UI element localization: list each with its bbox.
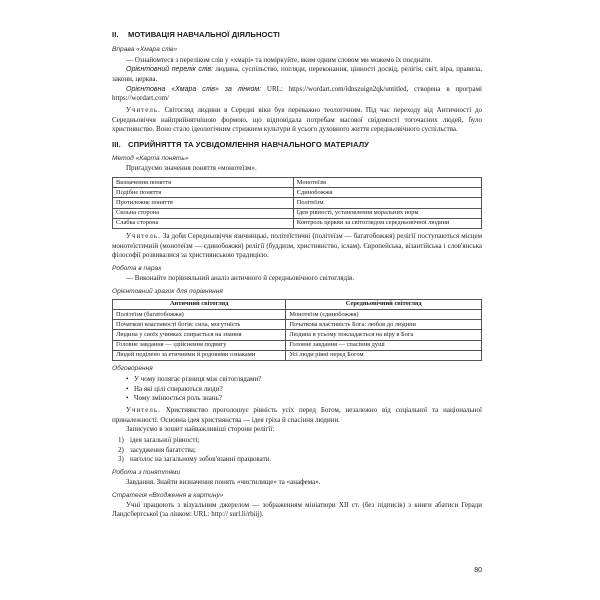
concept-value-cell: Політеїзм	[293, 198, 481, 208]
sample-label: Орієнтовний зразок для порівняння	[112, 287, 223, 295]
concept-value-cell: Єдинобожжя	[293, 188, 481, 198]
list-number: 1)	[118, 435, 124, 444]
list-item	[118, 455, 482, 465]
medieval-worldview-cell: Головне завдання — спасіння душі	[286, 340, 482, 350]
column-header: Середньовічний світогляд	[286, 299, 482, 309]
method-intro: Пригадуємо значення поняття «монотеїзм».	[126, 164, 257, 173]
list-item: • На які цілі спираються люди?	[134, 385, 482, 395]
table-row	[113, 309, 482, 319]
exercise-instruction: — Ознайомтеся з переліком слів у «хмарі» та поміркуйте, яким одним словом ми можемо їх поєднати.	[126, 55, 433, 64]
comparison-table	[112, 299, 482, 361]
medieval-worldview-cell: Усі люди рівні перед Богом	[286, 350, 482, 360]
notebook-intro: Записуємо в зошит найважливіші сторони релігії:	[126, 425, 275, 434]
concept-map-table	[112, 177, 482, 229]
list-number: 3)	[118, 455, 124, 464]
medieval-worldview-cell: Початкова властивість Бога: любов до людини	[286, 320, 482, 330]
ancient-worldview-cell: Людей поділено за етичними й родовими ознаками	[113, 350, 286, 360]
section-heading-perception: III. СПРИЙНЯТТЯ ТА УСВІДОМЛЕННЯ НАВЧАЛЬНОГО МАТЕРІАЛУ	[112, 139, 369, 149]
list-number: 2)	[118, 445, 124, 454]
pairs-task: — Виконайте порівняльний аналіз античного й середньовічного світоглядів.	[126, 274, 355, 283]
table-row	[113, 208, 482, 218]
concept-value-cell: Монотеїзм	[293, 178, 481, 188]
concepts-task: Завдання. Знайти визначення понять «чистилище» та «анафема».	[126, 478, 321, 486]
list-text: наголос на загальному зобов'язанні працювати.	[130, 455, 272, 464]
table-row	[113, 330, 482, 340]
method-label: Метод «Карта понять»	[112, 155, 189, 163]
column-header: Античний світогляд	[113, 299, 286, 309]
table-row	[113, 198, 482, 208]
medieval-worldview-cell: Монотеїзм (єдинобожжя)	[286, 309, 482, 319]
discussion-label: Обговорення	[112, 364, 153, 372]
teacher-paragraph-1: Учитель. Світогляд людини в Середні віки був переважно теологічним. Під час переходу від Античності до Середньовіччя найприйнятнішою формою, що відповідала потребам масової свідомості тогочасних людей, було християнство. Воно стало ідеологічним стрижнем культури й усього духовного життя середньовічного суспільства.	[112, 105, 482, 134]
ancient-worldview-cell: Політеїзм (багатобожжя)	[113, 309, 286, 319]
strategy-label: Стратегія «Входження в картину»	[112, 491, 224, 499]
concept-aspect-cell: Подібне поняття	[113, 188, 294, 198]
table-row	[113, 320, 482, 330]
teacher-paragraph-2: Учитель. За доби Середньовіччя язичницькі, політеїстичні (політеїзм — багатобожжя) релігії поступаються місцем монотеїстичній (монотеїзм — єдинобожжя) релігії (буддизм, християнство, іслам). Європейська, візантійська і слов'янська філософії розвивалися за християнською традицією.	[112, 231, 482, 260]
section-heading-motivation: II. МОТИВАЦІЯ НАВЧАЛЬНОЇ ДІЯЛЬНОСТІ	[112, 30, 280, 39]
page-number: 80	[474, 567, 482, 574]
medieval-worldview-cell: Людина в усьому покладається на віру в Бога	[286, 330, 482, 340]
exercise-label: Вправа «Хмара слів»	[112, 46, 178, 54]
list-item	[118, 436, 482, 446]
concept-aspect-cell: Сильна сторона	[113, 208, 294, 218]
table-row	[113, 340, 482, 350]
ancient-worldview-cell: Людина у своїх учинках спирається на знання	[113, 330, 286, 340]
table-row	[113, 188, 482, 198]
pairs-label: Робота в парах	[112, 264, 162, 272]
concept-value-cell: Ідея рівності, установлення моральних норм	[293, 208, 481, 218]
teacher-paragraph-3: Учитель. Християнство проголошує рівність усіх перед Богом, незалежно від соціальної та національної приналежності. Основна ідея християнства — ідея гріха й спасіння людини.	[112, 405, 482, 424]
concept-value-cell: Контроль церкви за світоглядом середньовічної людини	[293, 218, 481, 228]
concept-aspect-cell: Визначення поняття	[113, 178, 294, 188]
page-content	[112, 30, 482, 520]
strategy-text: Учні працюють з візуальним джерелом — зображенням мініатюри XII ст. (без підписів) з книги абатиси Геради Ландсбергської (за лінком: URL: http:// surl.li/rbiij).	[112, 500, 482, 519]
table-row	[113, 178, 482, 188]
ancient-worldview-cell: Головне завдання — здійснення подвигу	[113, 340, 286, 350]
word-cloud-link-paragraph: Орієнтовна «Хмара слів» за лінком: URL: https://wordart.com/idnszuign2qk/untitled, створена в програмі https://wordart.com/	[112, 84, 482, 103]
list-text: засудження багатства;	[130, 445, 196, 454]
list-item	[118, 446, 482, 456]
word-list-paragraph: Орієнтовний перелік слів: людина, суспільство, погляди, переконання, цінності досвід, релігія, світ, віра, правила, закони, церква.	[112, 65, 483, 83]
table-row	[113, 218, 482, 228]
list-text: ідея загальної рівності;	[130, 435, 200, 444]
table-row	[113, 350, 482, 360]
concept-aspect-cell: Протилежне поняття	[113, 198, 294, 208]
list-item: • У чому полягає різниця між світоглядами?	[134, 375, 482, 385]
discussion-list	[112, 375, 482, 404]
concept-aspect-cell: Слабка сторона	[113, 218, 294, 228]
concepts-label: Робота з поняттями	[112, 468, 181, 476]
ancient-worldview-cell: Початкові властивості богів: сила, могутність	[113, 320, 286, 330]
religion-aspects-list	[112, 436, 482, 465]
list-item: • Чому змінюється роль знань?	[134, 394, 482, 404]
